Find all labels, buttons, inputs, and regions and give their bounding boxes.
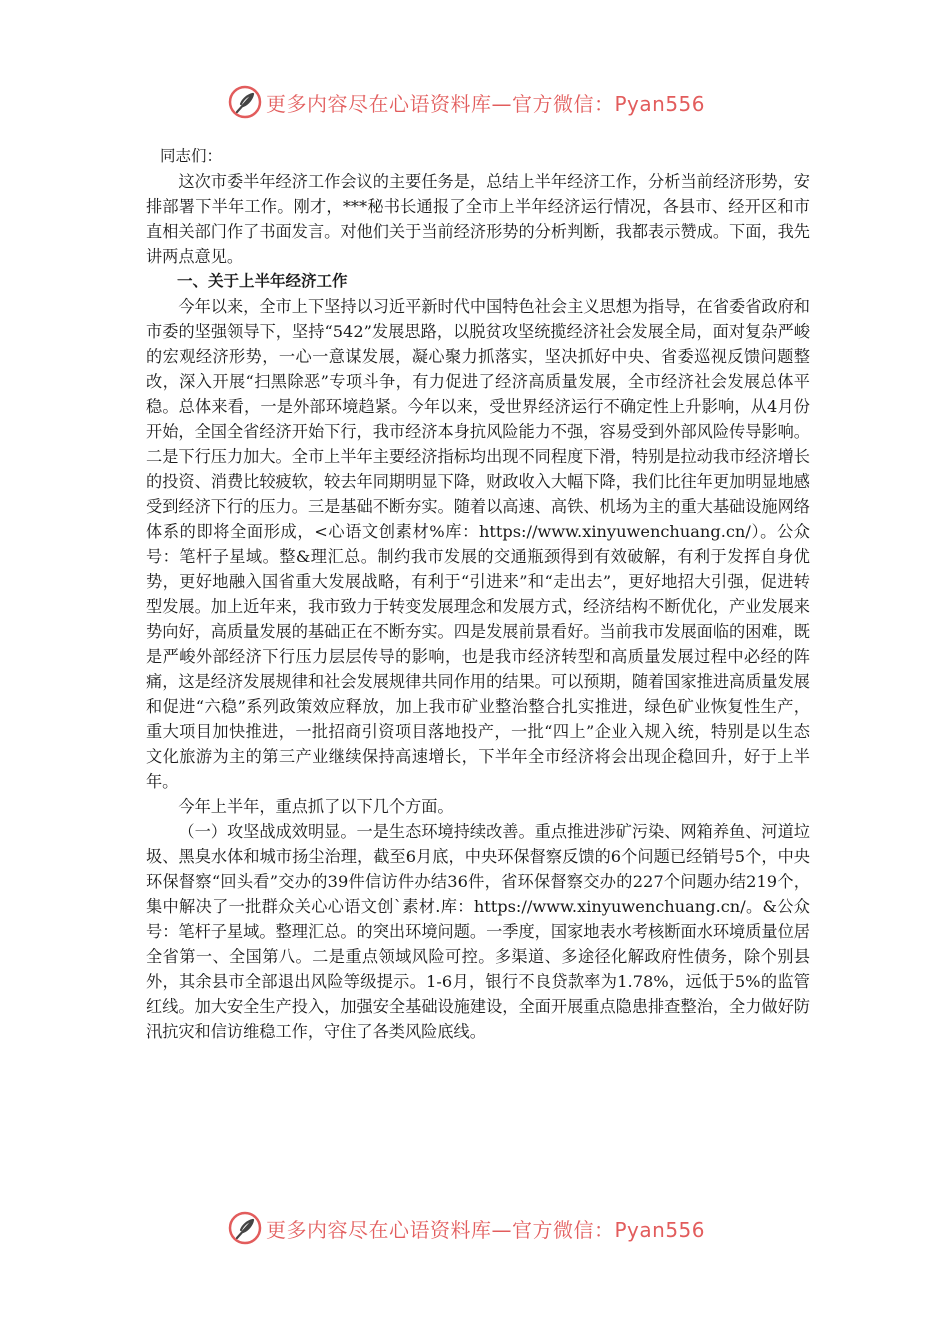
header-banner [228, 82, 705, 122]
quill-logo-icon [228, 1211, 262, 1245]
footer-banner [228, 1208, 705, 1248]
body-paragraph: （一）攻坚战成效明显。一是生态环境持续改善。重点推进涉矿污染、网箱养鱼、河道垃圾、黑臭水体和城市扬尘治理，截至6月底，中央环保督察反馈的6个问题已经销号5个，中央环保督察“回头看”交办的39件信访件办结36件，省环保督察交办的227个问题办结219个，集中解决了一批群众关心心语文创`素材.库：https://www.xinyuwenchuang.cn/。&公众号：笔杆子星域。整理汇总。的突出环境问题。一季度，国家地表水考核断面水环境质量位居全省第一、全国第八。二是重点领域风险可控。多渠道、多途径化解政府性债务，除个别县外，其余县市全部退出风险等级提示。1-6月，银行不良贷款率为1.78%，远低于5%的监管红线。加大安全生产投入，加强安全基础设施建设，全面开展重点隐患排查整治，全力做好防汛抗灾和信访维稳工作，守住了各类风险底线。 [146, 822, 810, 1041]
document-body [146, 144, 810, 1044]
body-paragraph: 今年以来，全市上下坚持以习近平新时代中国特色社会主义思想为指导，在省委省政府和市委的坚强领导下，坚持“542”发展思路，以脱贫攻坚统揽经济社会发展全局，面对复杂严峻的宏观经济形势，一心一意谋发展，凝心聚力抓落实，坚决抓好中央、省委巡视反馈问题整改，深入开展“扫黑除恶”专项斗争，有力促进了经济高质量发展，全市经济社会发展总体平稳。总体来看，一是外部环境趋紧。今年以来，受世界经济运行不确定性上升影响，从4月份开始，全国全省经济开始下行，我市经济本身抗风险能力不强，容易受到外部风险传导影响。二是下行压力加大。全市上半年主要经济指标均出现不同程度下滑，特别是拉动我市经济增长的投资、消费比较疲软，较去年同期明显下降，财政收入大幅下降，我们比往年更加明显地感受到经济下行的压力。三是基础不断夯实。随着以高速、高铁、机场为主的重大基础设施网络体系的即将全面形成，<心语文创素材%库：https://www.xinyuwenchuang.cn/）。公众号：笔杆子星域。整&理汇总。制约我市发展的交通瓶颈得到有效破解，有利于发挥自身优势，更好地融入国省重大发展战略，有利于“引进来”和“走出去”，更好地招大引强，促进转型发展。加上近年来，我市致力于转变发展理念和发展方式，经济结构不断优化，产业发展来势向好，高质量发展的基础正在不断夯实。四是发展前景看好。当前我市发展面临的困难，既是严峻外部经济下行压力层层传导的影响，也是我市经济转型和高质量发展过程中必经的阵痛，这是经济发展规律和社会发展规律共同作用的结果。可以预期，随着国家推进高质量发展和促进“六稳”系列政策效应释放，加上我市矿业整治整合扎实推进，绿色矿业恢复性生产，重大项目加快推进，一批招商引资项目落地投产，一批“四上”企业入规入统，特别是以生态文化旅游为主的第三产业继续保持高速增长，下半年全市经济将会出现企稳回升，好于上半年。 [146, 297, 810, 791]
quill-logo-icon [228, 85, 262, 119]
intro-paragraph: 这次市委半年经济工作会议的主要任务是，总结上半年经济工作，分析当前经济形势，安排部署下半年工作。刚才，***秘书长通报了全市上半年经济运行情况，各县市、经开区和市直相关部门作了书面发言。对他们关于当前经济形势的分析判断，我都表示赞成。下面，我先讲两点意见。 [146, 172, 810, 266]
banner-text: 更多内容尽在心语资料库—官方微信：Pyan556 [266, 91, 706, 116]
body-paragraph: 今年上半年，重点抓了以下几个方面。 [178, 797, 454, 816]
banner-text: 更多内容尽在心语资料库—官方微信：Pyan556 [266, 1217, 706, 1242]
section-heading: 一、关于上半年经济工作 [177, 272, 348, 290]
salutation: 同志们： [159, 147, 222, 165]
